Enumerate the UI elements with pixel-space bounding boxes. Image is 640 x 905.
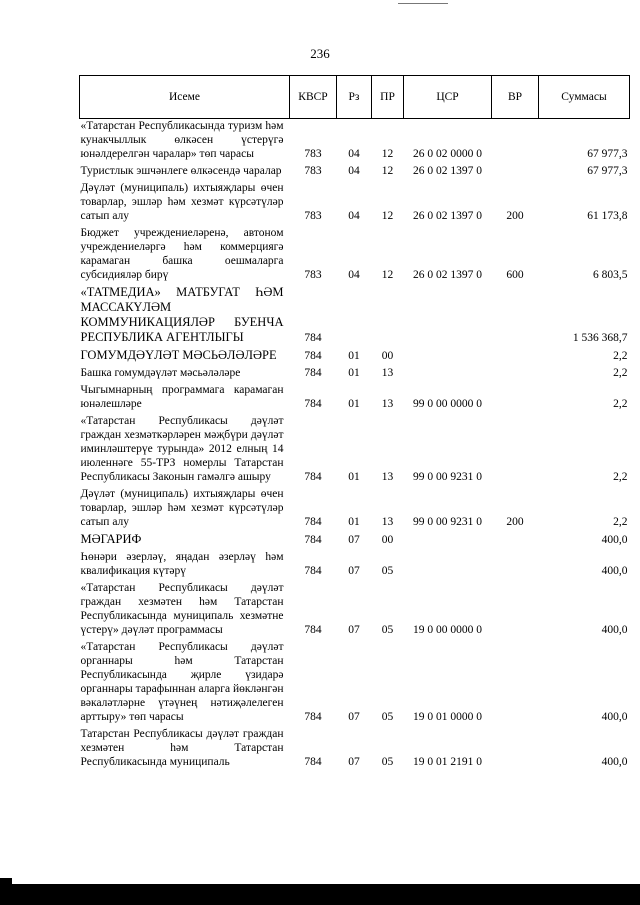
- cell-sum: 1 536 368,7: [572, 332, 628, 344]
- cell-kvsr: 783: [304, 210, 322, 222]
- cell-name: «Татарстан Республикасы дәүләт граждан хезмәткәрләрен мәҗбүри дәүләт иминләштерүе турында» 2012 елның 14 июленнәге 55-ТРЗ номерлы Татарстан Республикасы Законын гамәлгә ашыру: [80, 415, 284, 483]
- cell-csr: [404, 282, 492, 345]
- table-row: [80, 119, 630, 162]
- cell-rz: 01: [348, 516, 360, 528]
- cell-kvsr: 783: [304, 269, 322, 281]
- cell-pr: 12: [381, 269, 394, 281]
- cell-pr: 12: [381, 148, 394, 160]
- cell-kvsr: 784: [304, 332, 322, 344]
- cell-vr: [492, 345, 539, 363]
- table-row: [80, 637, 630, 724]
- cell-sum: 2,2: [613, 471, 628, 483]
- cell-kvsr: 783: [304, 165, 322, 177]
- cell-rz: 01: [348, 471, 360, 483]
- cell-kvsr: 784: [304, 756, 322, 768]
- cell-csr: [404, 529, 492, 547]
- cell-rz: 01: [348, 350, 360, 362]
- table-row: [80, 529, 630, 547]
- cell-sum: 400,0: [601, 534, 628, 546]
- cell-sum: 67 977,3: [587, 148, 628, 160]
- cell-vr: 600: [506, 269, 524, 281]
- cell-name: ГОМУМДӘҮЛӘТ МӘСЬӘЛӘЛӘРЕ: [80, 348, 277, 362]
- cell-vr: [492, 380, 539, 411]
- cell-rz: 01: [348, 398, 360, 410]
- cell-name: «Татарстан Республикасы дәүләт граждан хезмәтен һәм Татарстан Республикасында муниципаль хезмәтне үстерү» дәүләт программасы: [80, 582, 284, 636]
- cell-pr: 12: [381, 165, 394, 177]
- cell-name: «Татарстан Республикасында туризм һәм кунакчыллык өлкәсен үстерүгә юнәлдерелгән чаралар» төп чарасы: [80, 120, 284, 160]
- cell-sum: 400,0: [601, 565, 628, 577]
- cell-vr: [492, 161, 539, 178]
- page-number: 236: [310, 46, 330, 61]
- cell-csr: 99 0 00 0000 0: [413, 398, 482, 410]
- table-row: [80, 380, 630, 411]
- cell-csr: 99 0 00 9231 0: [413, 516, 482, 528]
- cell-pr: 00: [381, 534, 394, 546]
- cell-sum: 400,0: [601, 756, 628, 768]
- cell-vr: [492, 529, 539, 547]
- cell-vr: [492, 637, 539, 724]
- budget-table: [79, 75, 630, 769]
- cell-kvsr: 784: [304, 534, 322, 546]
- cell-name: МӘГАРИФ: [80, 532, 142, 546]
- cell-rz: 07: [348, 565, 360, 577]
- header-vr: ВР: [492, 76, 539, 119]
- cell-rz: 07: [348, 756, 360, 768]
- cell-csr: [404, 363, 492, 380]
- header-pr: ПР: [372, 76, 404, 119]
- header-csr: ЦСР: [404, 76, 492, 119]
- cell-rz: 04: [348, 165, 360, 177]
- cell-vr: [492, 724, 539, 769]
- cell-rz: 04: [348, 148, 360, 160]
- cell-kvsr: 784: [304, 398, 322, 410]
- table-row: [80, 411, 630, 484]
- cell-csr: 99 0 00 9231 0: [413, 471, 482, 483]
- cell-vr: [492, 119, 539, 162]
- cell-vr: 200: [506, 210, 524, 222]
- cell-pr: 12: [381, 210, 394, 222]
- cell-sum: 2,2: [613, 516, 628, 528]
- cell-name: Туристлык эшчәнлеге өлкәсендә чаралар: [80, 165, 282, 177]
- cell-sum: 67 977,3: [587, 165, 628, 177]
- cell-kvsr: 784: [304, 516, 322, 528]
- cell-sum: 6 803,5: [593, 269, 628, 281]
- cell-name: Башка гомумдәүләт мәсьәләләре: [80, 367, 241, 379]
- cell-name: Татарстан Республикасы дәүләт граждан хезмәтен һәм Татарстан Республикасында муниципаль: [80, 728, 284, 768]
- cell-rz: 04: [348, 210, 360, 222]
- cell-name: Бюджет учреждениеләренә, автоном учреждениеләргә һәм коммерциягә карамаган башка оешмаларга субсидияләр бирү: [80, 227, 284, 281]
- cell-csr: 19 0 00 0000 0: [413, 624, 482, 636]
- cell-vr: 200: [506, 516, 524, 528]
- cell-rz: [337, 282, 372, 345]
- cell-sum: 2,2: [613, 367, 628, 379]
- top-rule: [398, 3, 448, 4]
- table-row: [80, 345, 630, 363]
- cell-name: «ТАТМЕДИА» МАТБУГАТ ҺӘМ МАССАКҮЛӘМ КОММУНИКАЦИЯЛӘР БУЕНЧА РЕСПУБЛИКА АГЕНТЛЫГЫ: [80, 285, 284, 344]
- cell-pr: 13: [381, 471, 394, 483]
- table-header: [80, 76, 630, 119]
- cell-pr: [372, 282, 404, 345]
- table-row: [80, 578, 630, 637]
- cell-pr: 05: [381, 711, 394, 723]
- cell-pr: 05: [381, 565, 394, 577]
- cell-kvsr: 784: [304, 565, 322, 577]
- cell-rz: 01: [348, 367, 360, 379]
- cell-pr: 13: [381, 398, 394, 410]
- cell-sum: 61 173,8: [587, 210, 628, 222]
- cell-pr: 05: [381, 756, 394, 768]
- header-name: Исеме: [80, 76, 290, 119]
- cell-kvsr: 784: [304, 624, 322, 636]
- cell-csr: 26 0 02 1397 0: [413, 269, 482, 281]
- cell-csr: 26 0 02 0000 0: [413, 148, 482, 160]
- cell-vr: [492, 578, 539, 637]
- cell-pr: 13: [381, 367, 394, 379]
- cell-kvsr: 784: [304, 471, 322, 483]
- cell-csr: 19 0 01 0000 0: [413, 711, 482, 723]
- cell-rz: 07: [348, 624, 360, 636]
- cell-csr: 26 0 02 1397 0: [413, 210, 482, 222]
- cell-pr: 13: [381, 516, 394, 528]
- cell-vr: [492, 411, 539, 484]
- cell-kvsr: 784: [304, 711, 322, 723]
- table-row: [80, 547, 630, 578]
- table-row: [80, 484, 630, 529]
- table-row: [80, 724, 630, 769]
- cell-rz: 04: [348, 269, 360, 281]
- table-row: [80, 161, 630, 178]
- cell-csr: [404, 547, 492, 578]
- table-row: [80, 363, 630, 380]
- table-body: [80, 119, 630, 770]
- cell-kvsr: 783: [304, 148, 322, 160]
- header-sum: Суммасы: [539, 76, 630, 119]
- cell-sum: 2,2: [613, 350, 628, 362]
- cell-pr: 00: [381, 350, 394, 362]
- cell-sum: 400,0: [601, 624, 628, 636]
- table-row: [80, 223, 630, 282]
- header-rz: Рз: [337, 76, 372, 119]
- cell-vr: [492, 547, 539, 578]
- cell-vr: [492, 363, 539, 380]
- cell-kvsr: 784: [304, 367, 322, 379]
- cell-csr: [404, 345, 492, 363]
- cell-name: Һөнәри әзерләү, яңадан әзерләү һәм квалификация күтәрү: [80, 551, 284, 577]
- table-row: [80, 282, 630, 345]
- cell-rz: 07: [348, 711, 360, 723]
- cell-name: Дәүләт (муниципаль) ихтыяҗлары өчен товарлар, эшләр һәм хезмәт күрсәтүләр сатып алу: [80, 182, 284, 222]
- header-kvsr: КВСР: [290, 76, 337, 119]
- cell-name: «Татарстан Республикасы дәүләт органнары һәм Татарстан Республикасында җирле үзидарә органнары тарафыннан аларга йөкләнгән вәкаләтләрне үтәүнең нәтиҗәлелеген арттыру» төп чарасы: [80, 641, 284, 723]
- cell-vr: [492, 282, 539, 345]
- cell-kvsr: 784: [304, 350, 322, 362]
- cell-sum: 2,2: [613, 398, 628, 410]
- cell-name: Чыгымнарның программага карамаган юнәлешләре: [80, 384, 284, 410]
- table-row: [80, 178, 630, 223]
- cell-csr: 26 0 02 1397 0: [413, 165, 482, 177]
- cell-sum: 400,0: [601, 711, 628, 723]
- scan-edge-bottom: [0, 884, 640, 905]
- cell-name: Дәүләт (муниципаль) ихтыяҗлары өчен товарлар, эшләр һәм хезмәт күрсәтүләр сатып алу: [80, 488, 284, 528]
- cell-pr: 05: [381, 624, 394, 636]
- cell-csr: 19 0 01 2191 0: [413, 756, 482, 768]
- cell-rz: 07: [348, 534, 360, 546]
